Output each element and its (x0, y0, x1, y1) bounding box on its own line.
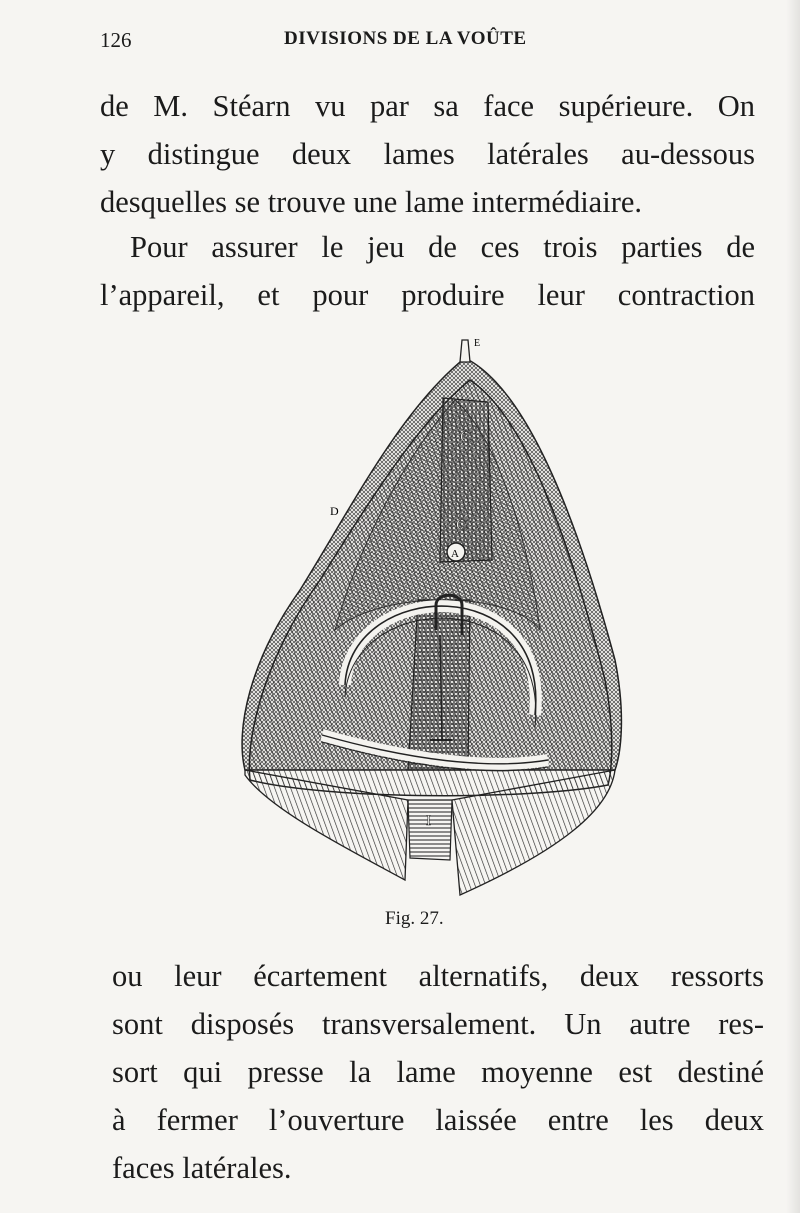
page-edge-shadow (786, 0, 800, 1213)
label-bottom: I (426, 813, 431, 829)
label-c-lower: C (456, 515, 468, 534)
text-line: faces latérales. (112, 1151, 292, 1185)
paragraph-2 (100, 223, 755, 319)
label-c-upper: C (460, 427, 472, 446)
page-number: 126 (100, 28, 132, 52)
paragraph-3 (112, 952, 764, 1192)
figure-caption: Fig. 27. (385, 908, 444, 929)
text-line: ou leur écartement alternatifs, deux ressorts (112, 959, 764, 993)
text-line: sont disposés transversalement. Un autre res- (112, 1007, 764, 1041)
label-left: D (330, 504, 339, 518)
label-top: E (474, 338, 481, 349)
page-header (100, 28, 570, 58)
text-line: Pour assurer le jeu de ces trois parties de (130, 230, 755, 264)
running-head: DIVISIONS DE LA VOÛTE (284, 28, 527, 49)
text-line: y distingue deux lames latérales au-dessous (100, 137, 755, 171)
label-circle: A (451, 548, 459, 560)
text-line: de M. Stéarn vu par sa face supérieure. On (100, 89, 755, 123)
text-line: desquelles se trouve une lame intermédiaire. (100, 185, 643, 219)
paragraph-1 (100, 82, 755, 226)
text-line: l’appareil, et pour produire leur contraction (100, 278, 755, 312)
text-line: à fermer l’ouverture laissée entre les deux (112, 1103, 764, 1137)
text-line: sort qui presse la lame moyenne est destiné (112, 1055, 764, 1089)
figure-27 (230, 330, 640, 929)
palate-device-illustration (230, 330, 640, 900)
